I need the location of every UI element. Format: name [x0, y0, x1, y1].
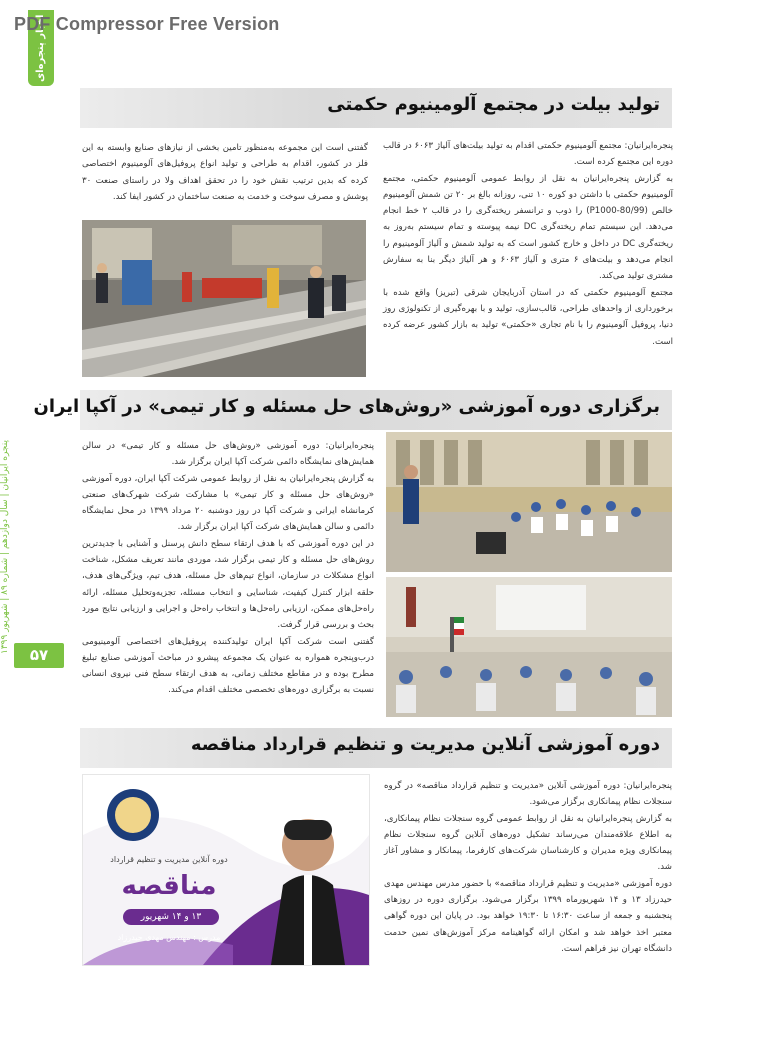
article-1-paragraph: مجتمع آلومینیوم حکمتی که در استان آذربایجان شرقی (تبریز) واقع شده با برخورداری از واحدهای طراحی، قالب‌سازی، تولید و با بهره‌گیری از تکنولوژی روز دنیا، پروفیل آلومینیوم را با نام تجاری «حکمتی» تولید به بازار کشور عرضه کرده است.: [383, 287, 673, 347]
article-3-paragraph: دوره آموزشی «مدیریت و تنظیم قرارداد مناقصه» با حضور مدرس مهندس مهدی حیدرزاد ۱۳ و ۱۴ شهریورماه ۱۳۹۹ برگزار می‌شود. برگزاری دوره در روزهای پنجشنبه و جمعه از ساعت ۱۶:۳۰ تا ۱۹:۳۰ خواهد بود. در پایان این دوره گواهی معتبر اخذ خواهد شد و امکان ارائه گواهینامه مرکز آموزش‌های نمین حدمت دانشگاه تهران نیز فراهم است.: [384, 878, 672, 954]
training-session-photo-1: [386, 432, 672, 572]
side-issue-label: پنجره ایرانیان | سال دوازدهم | شماره ۸۹ | شهریور ۱۳۹۹: [0, 440, 10, 654]
poster-dates: ۱۳ و ۱۴ شهریور: [123, 909, 219, 925]
article-3-paragraph: پنجره‌ایرانیان: دوره آموزشی آنلاین «مدیریت و تنظیم قرارداد مناقصه» در گروه سنجلات نظام پیمانکاری برگزار می‌شود.: [384, 781, 672, 808]
article-2-paragraph: به گزارش پنجره‌ایرانیان به نقل از روابط عمومی شرکت آکپا ایران، دوره آموزشی «روش‌های حل مسئله و کار تیمی» با مشارکت شرکت شهرک‌های صنعتی کرمانشاه ایرانی و شرکت آکپا در روز دوشنبه ۲۰ مرداد ۱۳۹۹ در محل نمایشگاه دائمی و سالن همایش‌های شرکت آکپا ایران برگزار شد.: [82, 473, 374, 533]
section-tab-label: اخبار پنجره‌ای: [35, 14, 46, 82]
article-1-paragraph: به گزارش پنجره‌ایرانیان به نقل از روابط عمومی آلومینیوم حکمتی، مجتمع آلومینیوم حکمتی با داشتن دو کوره ۱۰ تنی، روزانه بالغ بر ۲۰ تن شمش آلومینیوم خالص (P1000-80/99) را ذوب و ترانسفر ریخته‌گری را در قالب ۲ خط انجام می‌دهد. این سیستم تمام ریخته‌گری DC نیمه پیوسته و تمام سیستم به‌روز به ریخته‌گری DC در داخل و خارج کشور است که به تولید شمش و آلیاژ آلومینیوم را انجام می‌دهد و بیلت‌های ۶ متری و آلیاژ ۶۰۶۳ و هر آلیاژ دیگر بنا به سفارش مشتری تولید می‌کند.: [383, 173, 674, 282]
article-1-right-column: [383, 138, 673, 370]
pdf-watermark: PDF Compressor Free Version: [14, 14, 280, 34]
article-2-paragraph: پنجره‌ایرانیان: دوره آموزشی «روش‌های حل مسئله و کار تیمی» در سالن همایش‌های نمایشگاه دائمی شرکت آکپا ایران برگزار شد.: [82, 441, 374, 468]
article-2-paragraph: گفتنی است شرکت آکپا ایران تولیدکننده پروفیل‌های اختصاصی آلومینیومی درب‌وپنجره همواره به عنوان یک مجموعه پیشرو در مباحث آموزشی صنایع تبلیغ مطرح بوده و در مقاطع مختلف زمانی، به هدف ارتقاء سطح فنی نیروی انسانی نسبت به برگزاری دوره‌های تخصصی مختلف اقدام می‌کند.: [82, 636, 374, 696]
article-3-paragraph: به گزارش پنجره‌ایرانیان به نقل از روابط عمومی گروه سنجلات نظام پیمانکاری، به اطلاع علاقه‌مندان می‌رساند تشکیل دوره‌های آنلاین گروه سنجلات نظام پیمانکاری ویژه مدیران و کارشناسان شرکت‌های کارفرما، پیمانکار و مشاور آغاز شد.: [384, 813, 672, 873]
article-3-column: [384, 778, 672, 968]
article-2-header: [33, 390, 672, 430]
poster-subtitle: دوره آنلاین مدیریت و تنظیم قرارداد: [110, 855, 228, 864]
article-2-paragraph: در این دوره آموزشی که با هدف ارتقاء سطح دانش پرسنل و آشنایی با جدیدترین روش‌های حل مسئله و کار تیمی برگزار شد، موردی مانند تعریف مشکل، شناخت انواع مشکلات در سازمان، انواع تیم‌های حل مسئله، هدف تیم، ویژگی‌های هدف، حلقه ابزار کنترل کیفیت، شناسایی و انتخاب مسئله، تجزیه‌وتحلیل مسئله، ارائه راه‌حل‌های ممکن، ارزیابی راه‌حل‌ها و انتخاب راه‌حل و اجرایی و ارزیابی نتایج مورد بحث و بررسی قرار گرفت.: [82, 538, 374, 631]
article-1-header: [80, 88, 672, 128]
article-3-header: [80, 728, 672, 768]
poster-teacher: مدرس : مهندس مهدی حیدرزاد: [117, 933, 221, 942]
article-1-title: تولید بیلت در مجتمع آلومینیوم حکمتی: [327, 94, 660, 115]
aluminium-factory-photo: [82, 220, 366, 377]
article-1-paragraph: پنجره‌ایرانیان: مجتمع آلومینیوم حکمتی اقدام به تولید بیلت‌های آلیاژ ۶۰۶۳ در قالب دوره این مجتمع کرده است.: [383, 141, 673, 168]
article-2-column: [82, 438, 374, 723]
article-2-title: برگزاری دوره آموزشی «روش‌های حل مسئله و کار تیمی» در آکپا ایران: [33, 396, 660, 417]
course-poster: [82, 774, 370, 966]
article-1-left-column: [82, 140, 368, 212]
article-3-title: دوره آموزشی آنلاین مدیریت و تنظیم قرارداد مناقصه: [190, 734, 660, 755]
training-session-photo-2: [386, 577, 672, 717]
page-number: ۵۷: [14, 643, 64, 668]
article-1-paragraph: گفتنی است این مجموعه به‌منظور تامین بخشی از نیازهای صنایع وابسته به این فلز در کشور، اقدام به طراحی و تولید انواع پروفیل‌های آلومینیوم اختصاصی کرده که بدین ترتیب نقش خود را در تحقق اهداف ولا در راستای صنعت ۳۰ پوشش و مصرف سوخت و خدمت به صنعت ساختمان در کشور ایفا کند.: [82, 143, 368, 202]
poster-headline: مناقصه: [121, 871, 217, 901]
